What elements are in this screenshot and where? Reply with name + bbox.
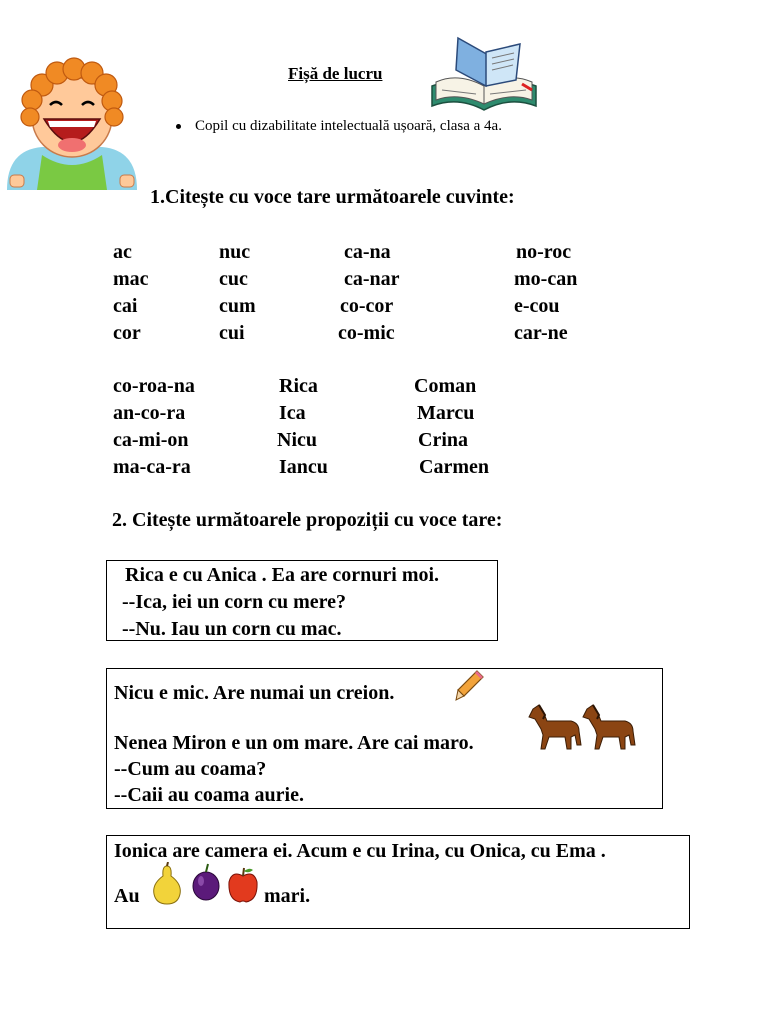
sentence-line: Rica e cu Anica . Ea are cornuri moi. [125,564,440,586]
word: Coman [414,375,477,397]
word: Marcu [417,402,475,424]
word: Ica [279,402,306,424]
sentence-box-3 [106,835,690,929]
word-column [414,373,489,481]
word-column [514,239,577,347]
word-column [219,239,256,347]
sentence-line: Ionica are camera ei. Acum e cu Irina, cu Onica, cu Ema . [114,840,606,862]
word: car-ne [514,322,568,344]
subtitle-text: Copil cu dizabilitate intelectuală ușoară, clasa a 4a. [195,118,502,134]
word: an-co-ra [113,402,186,424]
word: cuc [219,268,248,290]
page-title: Fișă de lucru [288,64,383,83]
word-column [338,239,400,347]
sentence-line: Nenea Miron e un om mare. Are cai maro. [114,732,474,754]
word: co-mic [338,322,395,344]
bullet-icon [176,124,181,129]
word-column [113,239,149,347]
sentence-line: --Cum au coama? [114,758,267,780]
word: Crina [418,429,468,451]
word: co-cor [340,295,394,317]
sentence-line: Nicu e mic. Are numai un creion. [114,682,395,704]
word: ca-mi-on [113,429,189,451]
exercise2-text: Citește următoarele propoziții cu voce tare: [132,509,503,531]
open-book-icon [428,34,540,112]
word-column [279,373,328,481]
au-word: Au [114,885,140,907]
exercise2-instruction [112,509,502,532]
word: ca-na [344,241,391,263]
word: cum [219,295,256,317]
horse-icon [581,703,637,751]
subtitle-bullet [176,118,502,135]
word: ma-ca-ra [113,456,191,478]
sentence-line: --Ica, iei un corn cu mere? [122,591,347,613]
mari-word: mari. [264,885,311,907]
word: ca-nar [344,268,400,290]
plum-icon [190,862,222,902]
word: mo-can [514,268,578,290]
word: Iancu [279,456,328,478]
exercise2-number: 2. [112,509,127,531]
sentence-box-2 [106,668,663,809]
pear-icon [150,862,184,906]
word: Nicu [277,429,317,451]
laughing-boy-icon [2,55,142,190]
pencil-icon [455,669,485,703]
word: nuc [219,241,251,263]
exercise1-instruction: 1.Citește cu voce tare următoarele cuvinte: [150,186,515,208]
word: cor [113,322,141,344]
word: e-cou [514,295,560,317]
word: ac [113,241,132,263]
word: cui [219,322,245,344]
sentence-line: --Caii au coama aurie. [114,784,304,806]
sentence-line: --Nu. Iau un corn cu mac. [122,618,342,640]
sentence-box-1 [106,560,498,641]
word: Carmen [419,456,489,478]
word: no-roc [516,241,572,263]
apple-icon [226,866,260,904]
word: Rica [279,375,318,397]
word: cai [113,295,138,317]
word-column [113,373,195,481]
word: mac [113,268,149,290]
word: co-roa-na [113,375,195,397]
horse-icon [527,703,583,751]
